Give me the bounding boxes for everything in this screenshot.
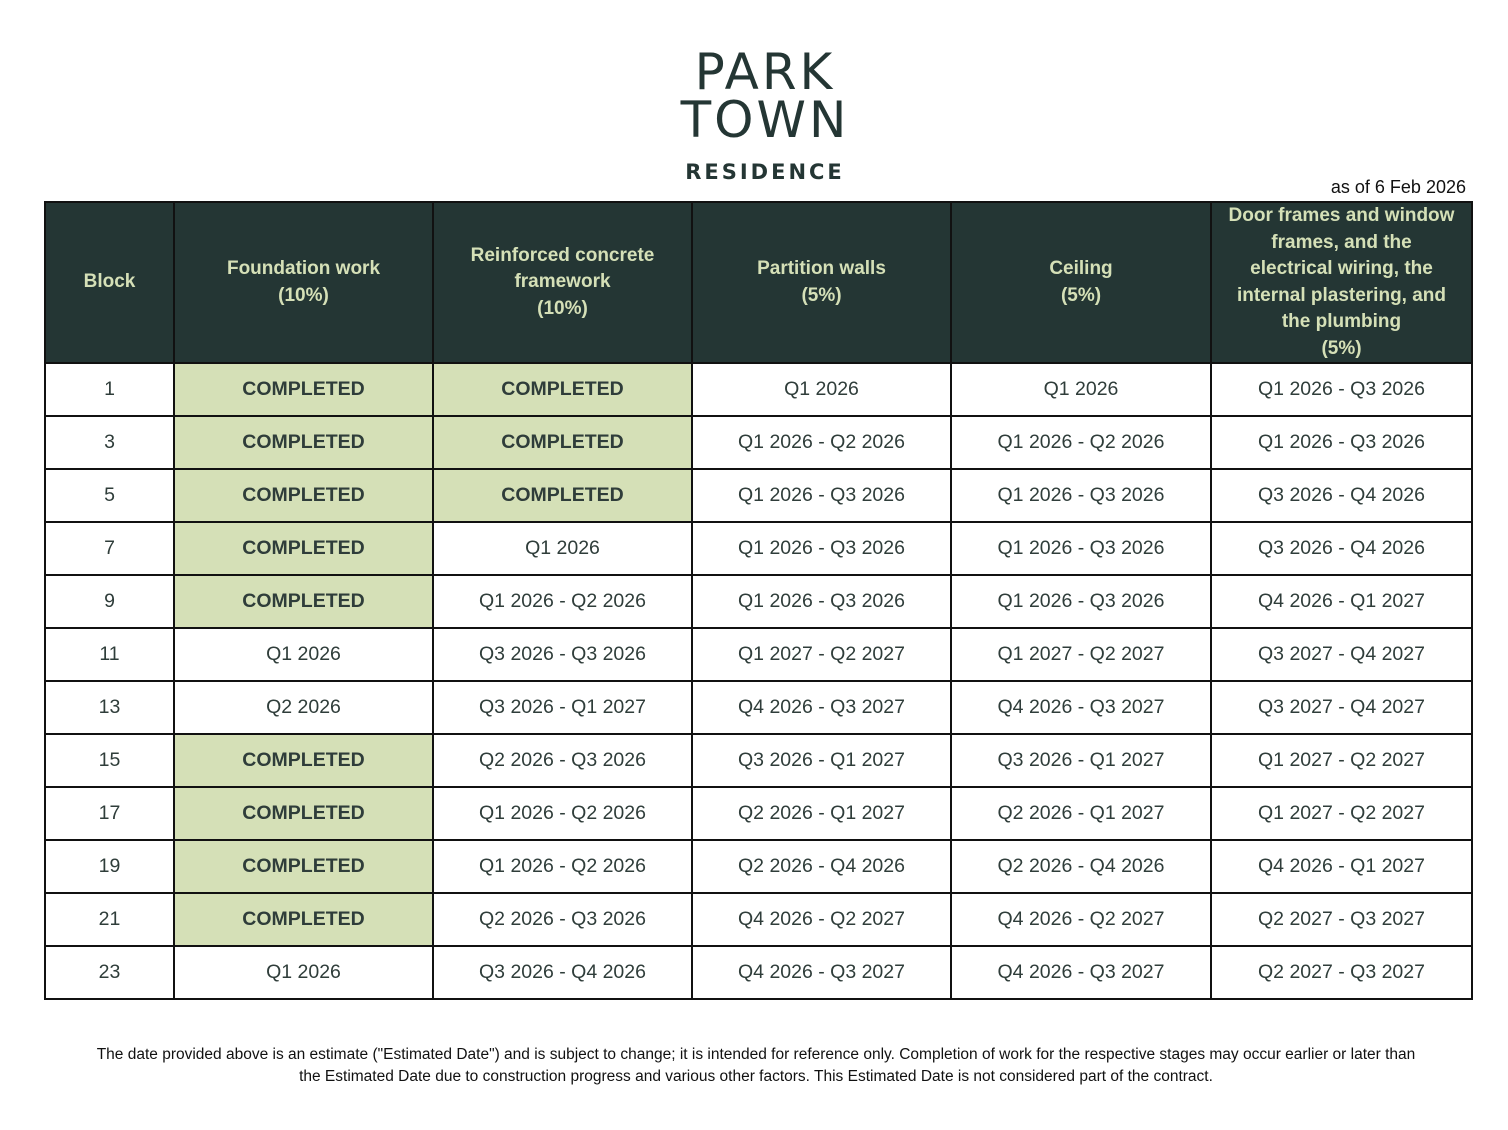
table-row — [45, 840, 1472, 893]
schedule-cell: COMPLETED — [433, 469, 692, 522]
schedule-cell: Q1 2026 - Q2 2026 — [433, 840, 692, 893]
block-number-cell: 23 — [45, 946, 174, 999]
block-number-cell: 13 — [45, 681, 174, 734]
schedule-cell: Q4 2026 - Q3 2027 — [951, 946, 1211, 999]
table-row — [45, 734, 1472, 787]
park-town-logo — [0, 43, 1508, 184]
table-header-row — [45, 202, 1472, 363]
table-body — [45, 363, 1472, 999]
column-header-line: (10%) — [278, 284, 329, 306]
schedule-cell: COMPLETED — [174, 575, 433, 628]
schedule-cell: Q1 2027 - Q2 2027 — [1211, 734, 1472, 787]
table-row — [45, 893, 1472, 946]
schedule-cell: Q1 2026 - Q3 2026 — [1211, 416, 1472, 469]
schedule-cell: Q2 2026 - Q4 2026 — [692, 840, 951, 893]
schedule-cell: Q4 2026 - Q3 2027 — [692, 946, 951, 999]
schedule-cell: COMPLETED — [174, 522, 433, 575]
schedule-cell: Q1 2026 - Q3 2026 — [951, 575, 1211, 628]
schedule-cell: Q1 2026 — [174, 628, 433, 681]
schedule-cell: Q4 2026 - Q2 2027 — [692, 893, 951, 946]
column-header-partition-walls — [692, 202, 951, 363]
schedule-cell: Q1 2026 - Q2 2026 — [692, 416, 951, 469]
table-row — [45, 416, 1472, 469]
schedule-cell: Q2 2026 - Q1 2027 — [951, 787, 1211, 840]
schedule-cell: Q1 2026 — [433, 522, 692, 575]
schedule-cell: Q1 2026 — [174, 946, 433, 999]
schedule-cell: Q4 2026 - Q1 2027 — [1211, 840, 1472, 893]
table-row — [45, 681, 1472, 734]
block-number-cell: 17 — [45, 787, 174, 840]
disclaimer-line: the Estimated Date due to construction progress and various other factors. This Estimated Date is not considered part of the contract. — [299, 1068, 1213, 1085]
column-header-ceiling — [951, 202, 1211, 363]
column-header-line: Ceiling — [1049, 258, 1113, 279]
column-header-line: Foundation work — [226, 258, 381, 279]
schedule-cell: Q1 2026 - Q2 2026 — [433, 575, 692, 628]
schedule-cell: Q4 2026 - Q2 2027 — [951, 893, 1211, 946]
construction-schedule-table — [44, 201, 1473, 1000]
schedule-cell: Q3 2026 - Q1 2027 — [951, 734, 1211, 787]
schedule-cell: Q4 2026 - Q3 2027 — [692, 681, 951, 734]
schedule-cell: Q2 2026 - Q3 2026 — [433, 734, 692, 787]
table-row — [45, 575, 1472, 628]
column-header-reinforced-concrete-framework — [433, 202, 692, 363]
schedule-cell: Q2 2026 — [174, 681, 433, 734]
schedule-cell: COMPLETED — [174, 416, 433, 469]
schedule-cell: Q3 2026 - Q4 2026 — [1211, 469, 1472, 522]
logo-line-residence: RESIDENCE — [685, 160, 845, 184]
disclaimer-text — [40, 1044, 1472, 1088]
schedule-cell: COMPLETED — [174, 734, 433, 787]
block-number-cell: 3 — [45, 416, 174, 469]
column-header-line: (5%) — [1321, 337, 1362, 359]
schedule-cell: Q1 2026 - Q2 2026 — [433, 787, 692, 840]
schedule-cell: Q3 2026 - Q3 2026 — [433, 628, 692, 681]
schedule-cell: Q1 2027 - Q2 2027 — [1211, 787, 1472, 840]
schedule-cell: Q1 2027 - Q2 2027 — [951, 628, 1211, 681]
schedule-cell: Q4 2026 - Q1 2027 — [1211, 575, 1472, 628]
block-number-cell: 19 — [45, 840, 174, 893]
schedule-cell: Q3 2026 - Q4 2026 — [433, 946, 692, 999]
schedule-cell: Q1 2026 - Q3 2026 — [692, 469, 951, 522]
schedule-cell: Q3 2027 - Q4 2027 — [1211, 628, 1472, 681]
column-header-line: the plumbing — [1281, 311, 1402, 332]
schedule-cell: Q2 2026 - Q1 2027 — [692, 787, 951, 840]
logo-line-park: PARK — [694, 43, 836, 101]
column-header-line: frames, and the — [1271, 231, 1412, 253]
schedule-cell: COMPLETED — [174, 893, 433, 946]
schedule-cell: Q1 2026 — [951, 363, 1211, 416]
schedule-cell: Q1 2026 — [692, 363, 951, 416]
schedule-cell: Q3 2026 - Q1 2027 — [433, 681, 692, 734]
schedule-cell: Q3 2027 - Q4 2027 — [1211, 681, 1472, 734]
table-row — [45, 946, 1472, 999]
schedule-cell: Q3 2026 - Q1 2027 — [692, 734, 951, 787]
schedule-cell: Q2 2026 - Q3 2026 — [433, 893, 692, 946]
column-header-line: (10%) — [537, 297, 588, 319]
block-number-cell: 7 — [45, 522, 174, 575]
disclaimer-line: The date provided above is an estimate ("Estimated Date") and is subject to change; it is intended for reference only. Completion of work for the respective stages may occur earlier or later than — [96, 1046, 1416, 1063]
schedule-cell: Q1 2027 - Q2 2027 — [692, 628, 951, 681]
schedule-cell: Q1 2026 - Q3 2026 — [692, 575, 951, 628]
schedule-cell: Q3 2026 - Q4 2026 — [1211, 522, 1472, 575]
schedule-cell: COMPLETED — [433, 416, 692, 469]
block-number-cell: 15 — [45, 734, 174, 787]
table-row — [45, 363, 1472, 416]
schedule-cell: Q1 2026 - Q3 2026 — [1211, 363, 1472, 416]
as-of-date: as of 6 Feb 2026 — [1330, 177, 1466, 197]
block-number-cell: 21 — [45, 893, 174, 946]
column-header-foundation-work — [174, 202, 433, 363]
table-row — [45, 787, 1472, 840]
logo-line-town: TOWN — [680, 91, 850, 149]
block-number-cell: 11 — [45, 628, 174, 681]
column-header-door-window-frames-wiring-plastering-plumbing — [1211, 202, 1472, 363]
block-number-cell: 5 — [45, 469, 174, 522]
schedule-cell: Q4 2026 - Q3 2027 — [951, 681, 1211, 734]
schedule-cell: Q1 2026 - Q2 2026 — [951, 416, 1211, 469]
column-header-line: Reinforced concrete — [470, 244, 655, 266]
table-row — [45, 469, 1472, 522]
column-header-line: Block — [83, 271, 136, 293]
column-header-line: electrical wiring, the — [1250, 258, 1433, 279]
block-number-cell: 9 — [45, 575, 174, 628]
schedule-cell: Q2 2027 - Q3 2027 — [1211, 946, 1472, 999]
column-header-line: Door frames and window — [1228, 205, 1455, 226]
schedule-cell: COMPLETED — [174, 787, 433, 840]
schedule-cell: COMPLETED — [174, 363, 433, 416]
schedule-cell: COMPLETED — [174, 840, 433, 893]
column-header-line: Partition walls — [757, 258, 886, 279]
schedule-cell: COMPLETED — [433, 363, 692, 416]
schedule-cell: Q1 2026 - Q3 2026 — [951, 522, 1211, 575]
column-header-line: (5%) — [801, 284, 842, 306]
column-header-line: internal plastering, and — [1236, 284, 1447, 306]
column-header-line: (5%) — [1060, 284, 1102, 306]
schedule-cell: Q2 2026 - Q4 2026 — [951, 840, 1211, 893]
block-number-cell: 1 — [45, 363, 174, 416]
column-header-line: framework — [514, 271, 611, 293]
column-header-block — [45, 202, 174, 363]
table-row — [45, 628, 1472, 681]
schedule-cell: COMPLETED — [174, 469, 433, 522]
schedule-cell: Q1 2026 - Q3 2026 — [951, 469, 1211, 522]
schedule-cell: Q2 2027 - Q3 2027 — [1211, 893, 1472, 946]
schedule-cell: Q1 2026 - Q3 2026 — [692, 522, 951, 575]
table-row — [45, 522, 1472, 575]
